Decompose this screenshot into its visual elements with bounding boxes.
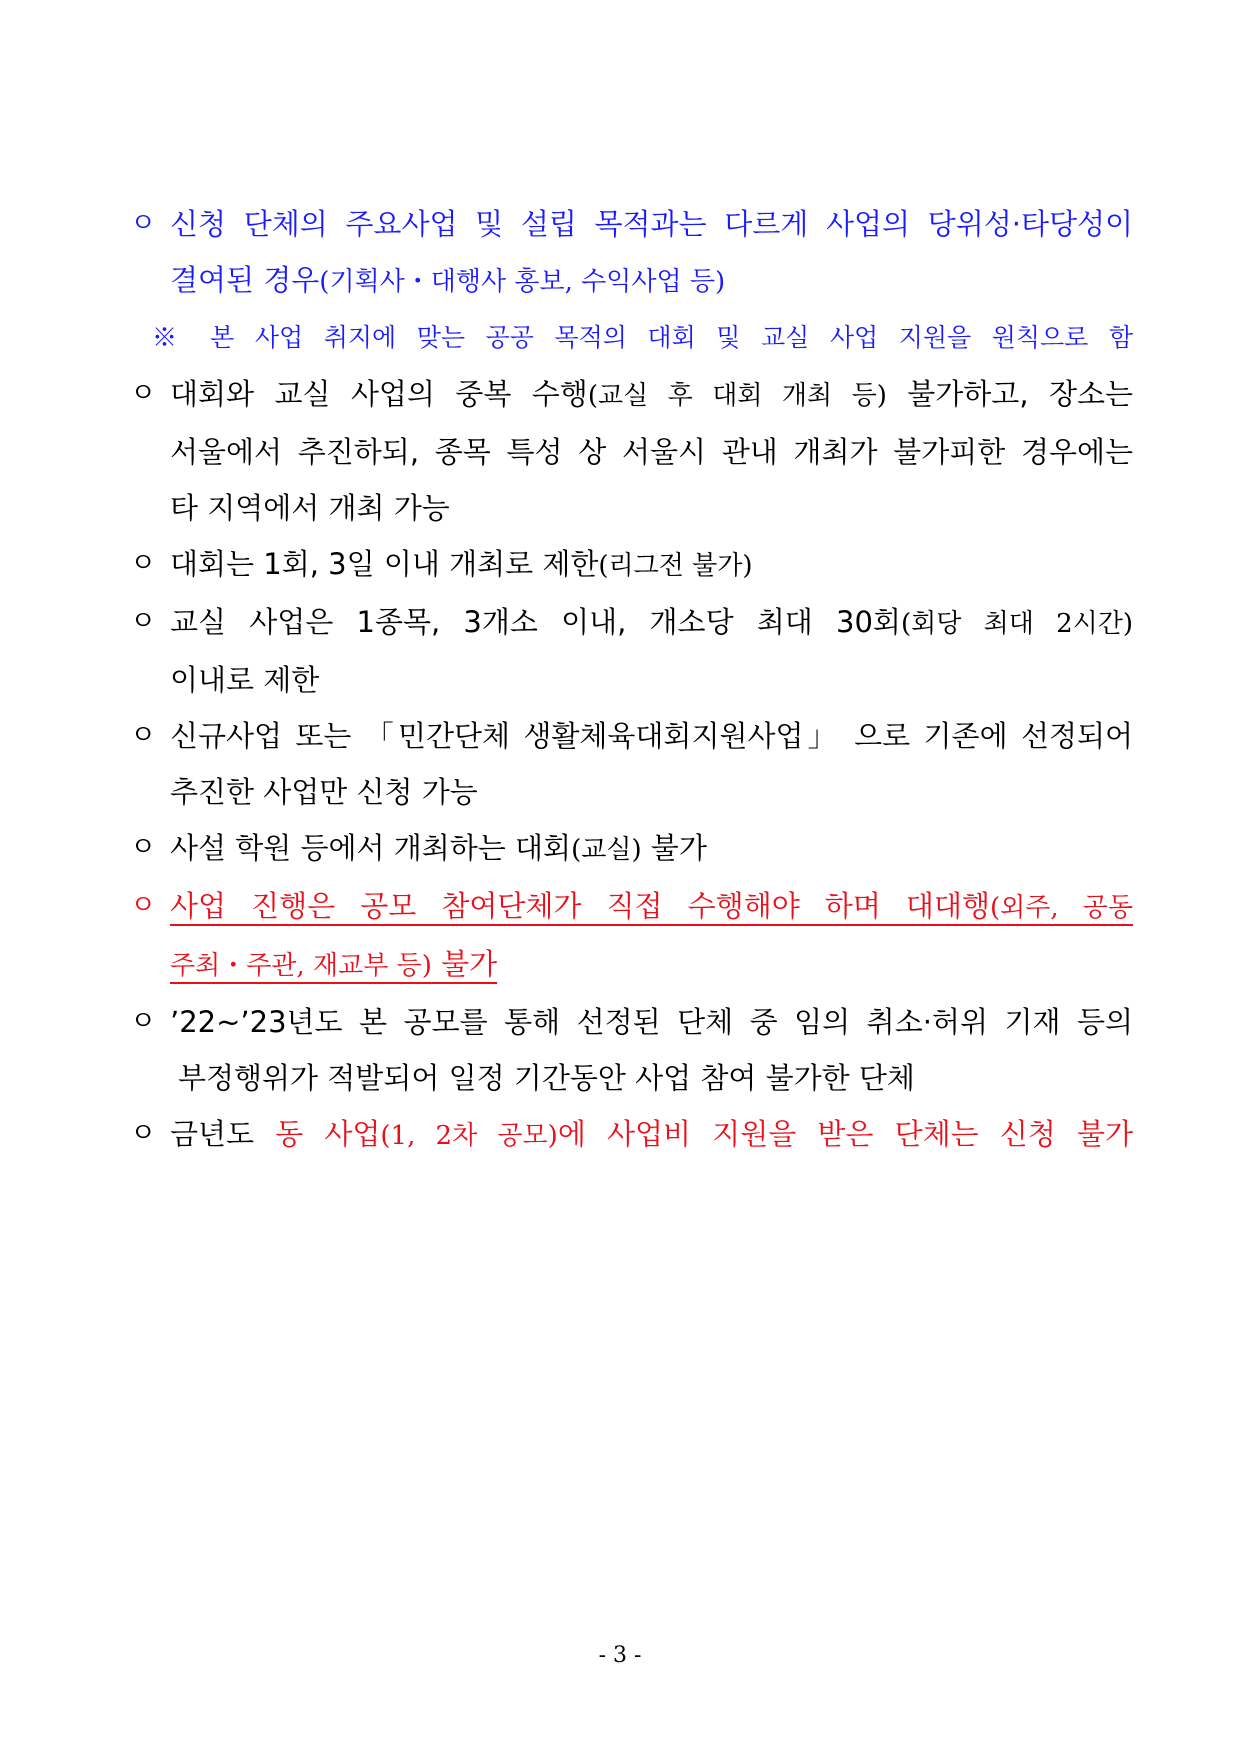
item-paren-text: (기획사・대행사 홍보, 수익사업 등): [319, 267, 726, 297]
list-item-duplicate-prohibited: [128, 366, 1133, 536]
list-item-direct-execution: [128, 878, 1133, 994]
item-line: ’22~’23년도 본 공모를 통해 선정된 단체 중 임의 취소·허위 기재 등의: [170, 1005, 1133, 1039]
item-line: 신규사업 또는 「민간단체 생활체육대회지원사업」 으로 기존에 선정되어: [170, 719, 1133, 753]
bullet-icon: ㅇ: [130, 1006, 157, 1037]
bullet-icon: ㅇ: [130, 606, 157, 637]
list-item-already-funded: [128, 1106, 1133, 1164]
list-item-eligible-projects: [128, 708, 1133, 820]
item-line: 부정행위가 적발되어 일정 기간동안 사업 참여 불가한 단체: [178, 1061, 915, 1095]
item-line: 추진한 사업만 신청 가능: [170, 775, 478, 809]
item-text: 금년도: [170, 1117, 276, 1151]
item-line: 서울에서 추진하되, 종목 특성 상 서울시 관내 개최가 불가피한 경우에는: [170, 435, 1133, 469]
item-text: 대회는 1회, 3일 이내 개최로 제한: [170, 547, 599, 581]
content-area: [128, 196, 1133, 1164]
bullet-icon: ㅇ: [130, 1118, 157, 1149]
list-item-misconduct: [128, 994, 1133, 1106]
item-line: 타 지역에서 개최 가능: [170, 491, 450, 525]
item-line: [170, 366, 1133, 424]
note-reference: [128, 310, 1133, 366]
item-paren-text: (교실): [571, 835, 642, 865]
item-text: 교실 사업은 1종목, 3개소 이내, 개소당 최대 30회: [170, 605, 901, 639]
bullet-icon: ㅇ: [130, 720, 157, 751]
item-line: [170, 536, 1133, 594]
item-paren-text: (1, 2차 공모): [380, 1121, 558, 1151]
item-text: 사설 학원 등에서 개최하는 대회: [170, 831, 572, 865]
item-text: 사업 진행은 공모 참여단체가 직접 수행해야 하며 대대행: [170, 889, 990, 923]
page-number: - 3 -: [598, 1643, 642, 1668]
item-line: [170, 594, 1133, 652]
list-item-class-limit: [128, 594, 1133, 708]
item-text: 대회와 교실 사업의 중복 수행: [170, 377, 588, 411]
item-line: [170, 820, 1133, 878]
list-item-competition-limit: [128, 536, 1133, 594]
bullet-icon: ㅇ: [130, 832, 157, 863]
list-item-purpose-mismatch: [128, 196, 1133, 310]
item-text: 불가하고, 장소는: [886, 377, 1133, 411]
item-paren-text: (외주, 공동: [989, 893, 1133, 923]
item-underlined-segment: [170, 947, 497, 981]
item-line: [170, 936, 1133, 994]
item-red-text: 에 사업비 지원을 받은 단체는 신청 불가: [557, 1117, 1133, 1151]
item-line: 신청 단체의 주요사업 및 설립 목적과는 다르게 사업의 당위성·타당성이: [170, 207, 1133, 241]
item-paren-text: (교실 후 대회 개최 등): [587, 381, 887, 411]
bullet-icon: ㅇ: [130, 890, 157, 921]
item-line: [170, 1106, 1133, 1164]
bullet-icon: ㅇ: [130, 378, 157, 409]
item-line: 이내로 제한: [170, 663, 320, 697]
item-text: 불가: [431, 947, 498, 981]
bullet-icon: ㅇ: [130, 208, 157, 239]
bullet-icon: ㅇ: [130, 548, 157, 579]
item-paren-text: (회당 최대 2시간): [900, 609, 1133, 639]
item-line: [170, 252, 1133, 310]
item-text: 결여된 경우: [170, 263, 320, 297]
item-red-text: 동 사업: [275, 1117, 381, 1151]
item-paren-text: 주최・주관, 재교부 등): [170, 951, 432, 981]
item-paren-text: (리그전 불가): [598, 551, 753, 581]
note-text: ※ 본 사업 취지에 맞는 공공 목적의 대회 및 교실 사업 지원을 원칙으로 함: [152, 323, 1133, 352]
list-item-private-academy: [128, 820, 1133, 878]
item-line: [170, 878, 1133, 936]
item-text: 불가: [641, 831, 707, 865]
